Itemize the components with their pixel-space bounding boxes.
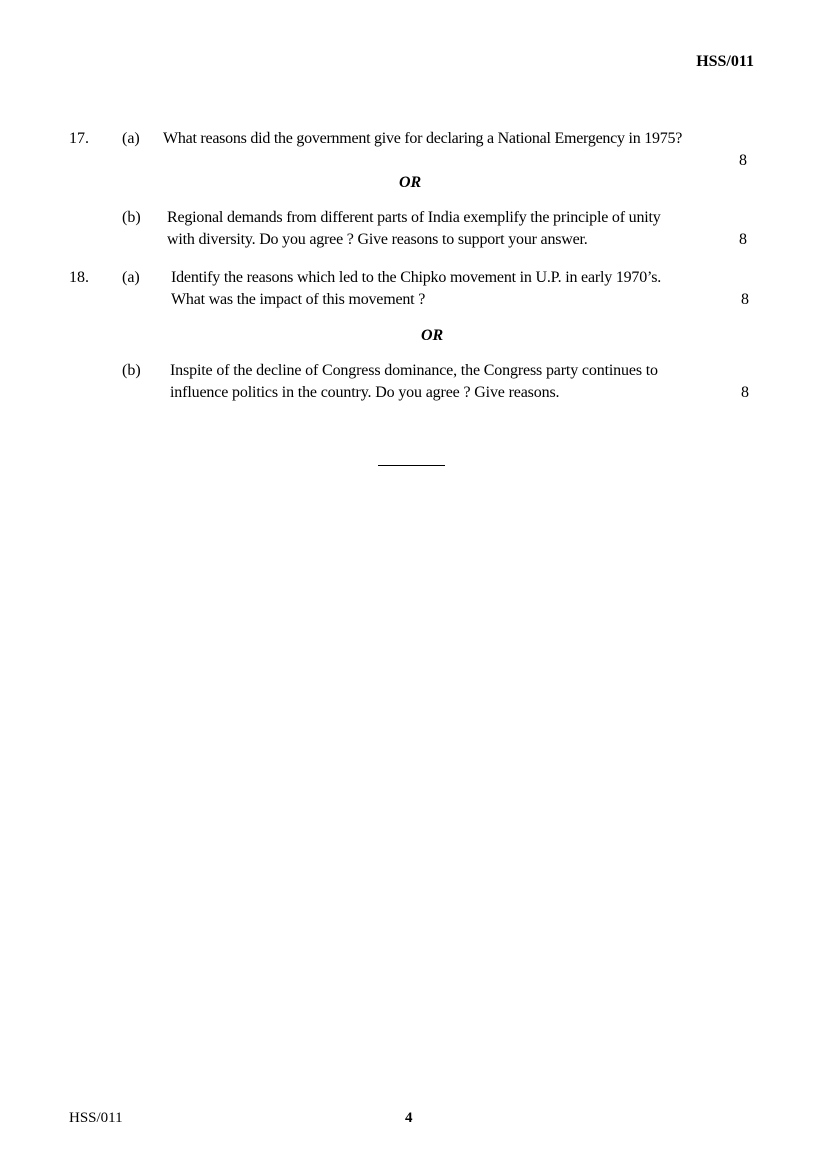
question-18-number: 18. — [69, 269, 89, 286]
question-18-or-separator: OR — [421, 327, 444, 344]
page-number: 4 — [405, 1110, 413, 1126]
question-17b-text-line-1: Regional demands from different parts of India exemplify the principle of unity — [167, 209, 661, 226]
question-18b-text-line-1: Inspite of the decline of Congress dominance, the Congress party continues to — [170, 362, 658, 379]
header-paper-code: HSS/011 — [696, 53, 754, 70]
question-17b-marks: 8 — [739, 231, 747, 248]
question-18a-marks: 8 — [741, 291, 749, 308]
question-18b-text-line-2: influence politics in the country. Do you agree ? Give reasons. — [170, 384, 560, 401]
question-17b-text-line-2: with diversity. Do you agree ? Give reasons to support your answer. — [167, 231, 588, 248]
question-17b-label: (b) — [122, 209, 141, 226]
question-17a-text: What reasons did the government give for declaring a National Emergency in 1975? — [163, 130, 683, 147]
question-17a-label: (a) — [122, 130, 140, 147]
question-18a-text-line-2: What was the impact of this movement ? — [171, 291, 426, 308]
question-17a-marks: 8 — [739, 152, 747, 169]
question-18b-label: (b) — [122, 362, 141, 379]
end-of-questions-rule — [378, 465, 445, 466]
question-18a-label: (a) — [122, 269, 140, 286]
question-17-or-separator: OR — [399, 174, 422, 191]
question-18b-marks: 8 — [741, 384, 749, 401]
question-18a-text-line-1: Identify the reasons which led to the Chipko movement in U.P. in early 1970’s. — [171, 269, 662, 286]
footer-paper-code: HSS/011 — [69, 1110, 123, 1126]
question-17-number: 17. — [69, 130, 89, 147]
